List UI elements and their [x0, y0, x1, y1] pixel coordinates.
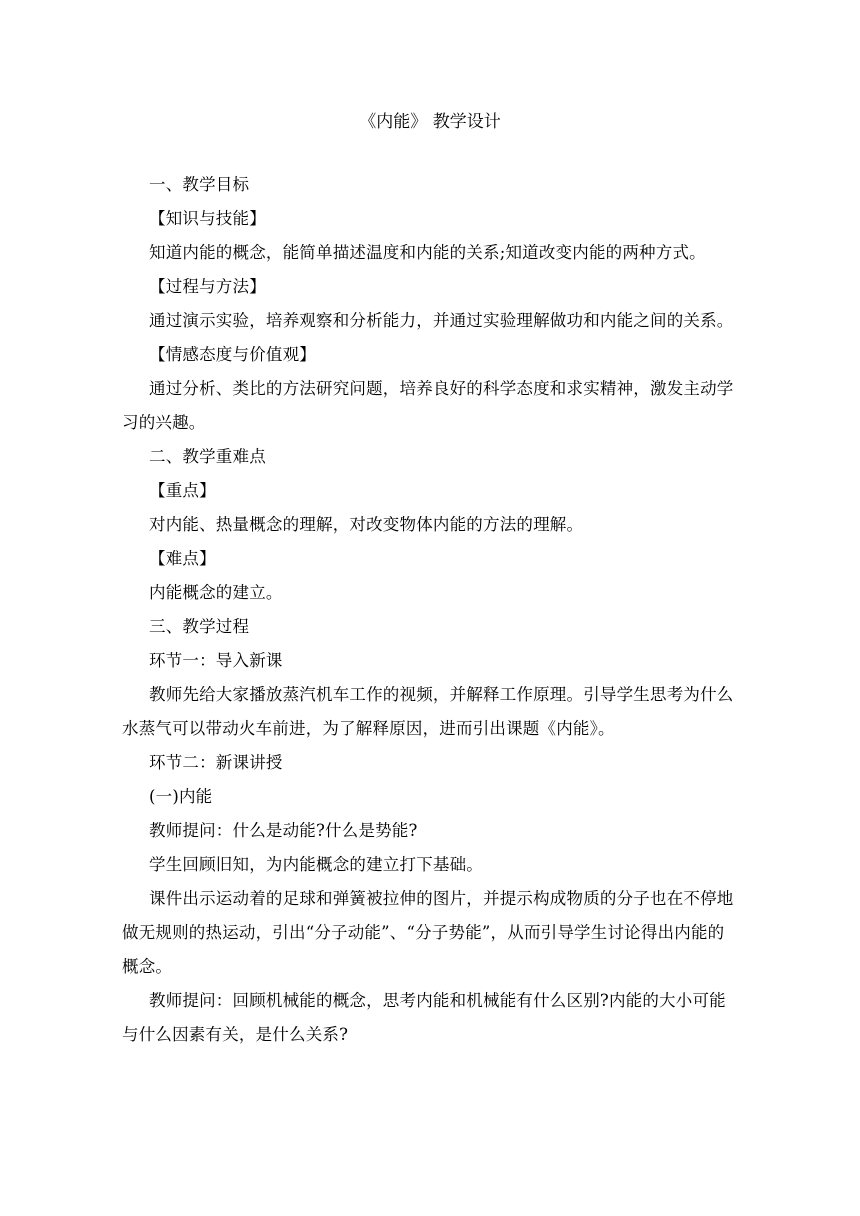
paragraph: 通过演示实验，培养观察和分析能力，并通过实验理解做功和内能之间的关系。 [149, 311, 734, 330]
paragraph: 对内能、热量概念的理解，对改变物体内能的方法的理解。 [149, 515, 584, 534]
subheading-knowledge-skills: 【知识与技能】 [149, 209, 266, 228]
paragraph: 通过分析、类比的方法研究问题，培养良好的科学态度和求实精神，激发主动学习的兴趣。 [122, 379, 734, 432]
subheading-attitudes-values: 【情感态度与价值观】 [149, 345, 316, 364]
subheading-step-two: 环节二：新课讲授 [149, 753, 283, 772]
subheading-process-methods: 【过程与方法】 [149, 277, 266, 296]
paragraph: 教师提问：什么是动能?什么是势能? [149, 821, 418, 840]
paragraph: 教师先给大家播放蒸汽机车工作的视频，并解释工作原理。引导学生思考为什么水蒸气可以带动火车前进，为了解释原因，进而引出课题《内能》。 [122, 685, 734, 738]
paragraph: 知道内能的概念，能简单描述温度和内能的关系;知道改变内能的两种方式。 [149, 243, 706, 262]
section-heading-process: 三、教学过程 [149, 617, 250, 636]
section-heading-objectives: 一、教学目标 [149, 175, 250, 194]
subheading-difficulty: 【难点】 [149, 549, 216, 568]
subheading-internal-energy: (一)内能 [149, 787, 213, 806]
paragraph: 教师提问：回顾机械能的概念，思考内能和机械能有什么区别?内能的大小可能与什么因素有关，是什么关系? [122, 991, 726, 1044]
section-heading-key-points: 二、教学重难点 [149, 447, 266, 466]
subheading-key-point: 【重点】 [149, 481, 216, 500]
paragraph: 内能概念的建立。 [149, 583, 283, 602]
document-title: 《内能》 教学设计 [359, 112, 501, 132]
paragraph: 课件出示运动着的足球和弹簧被拉伸的图片，并提示构成物质的分子也在不停地做无规则的热运动，引出“分子动能”、“分子势能”，从而引导学生讨论得出内能的概念。 [122, 889, 734, 976]
subheading-step-one: 环节一：导入新课 [149, 651, 283, 670]
paragraph: 学生回顾旧知，为内能概念的建立打下基础。 [149, 855, 483, 874]
document-body [122, 168, 738, 1052]
